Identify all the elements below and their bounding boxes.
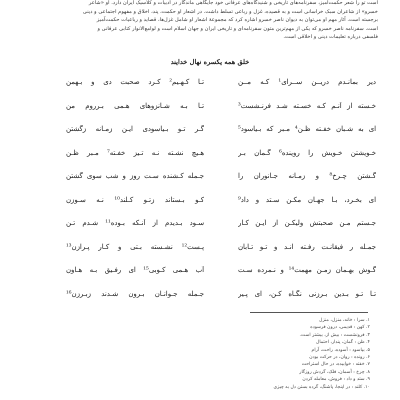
couplet xyxy=(66,290,376,314)
couplet xyxy=(66,78,376,102)
couplet-second-hemistich: پـست¹² نشـسته بـتی و کـار پـرازن¹³ xyxy=(66,242,204,251)
intro-line: است. سفرنامه ناصر خسرو که یکی از مهم‌ترین متون سفرنامه‌ای و تاریخی ایران و جهان اسلام است و لوامع‌الانوار کتابی عرفانی و xyxy=(97,25,378,32)
poem-title: خلق همه یکسره نهال خدایند xyxy=(170,58,250,66)
intro-line: است تو را شعر حکمت‌آمیز، سفرنامه‌های تاریخی و شنیدگاه‌های عرفانی خود جایگاهی ماندگار در ادبیات و کلاسیک ایران دارد. او «شاعر xyxy=(88,0,378,6)
footnote-divider xyxy=(250,312,368,313)
couplet-second-hemistich: هـیچ نشـته نـه تـیز خفـته⁷ مـبر ظـن xyxy=(66,148,204,157)
couplet-second-hemistich: آب هـمی کـوبی¹⁵ ای رفـیق بـه هـاون xyxy=(66,266,204,274)
footnote: ۵. بیاسود : آسوده، راحت، آرام xyxy=(311,347,370,353)
footnotes xyxy=(140,317,370,391)
couplet-first-hemistich: ای به شـبان خفـته ظـن⁴ مـبر که بـیاسود⁵ xyxy=(238,125,376,133)
couplet xyxy=(66,149,376,173)
couplet-second-hemistich: گـر تـو بـیاسودی ایـن زمـانه زگشتن xyxy=(66,125,204,133)
couplet-first-hemistich: گـشتن چـرخ⁸ و زمـانه جـانوران را xyxy=(238,172,376,180)
footnote: ۹. ستد و داد : فروش، معامله کردن xyxy=(302,377,370,383)
couplet-second-hemistich: تـا کـهـیم² کـرد صحبت دی و بـهمن xyxy=(66,78,204,86)
footnote: ۱. سرا : خانه، منزل، منزل xyxy=(319,318,370,323)
couplet xyxy=(66,196,376,220)
footnote: ۷. خفته : خوابیده، در حال استراحت xyxy=(301,362,370,368)
couplet-second-hemistich: کـو بـستاند زتـو کـلند¹⁰ نـه سـوزن xyxy=(66,195,204,204)
footnote: ۲. کهن : قدیمی، درون فرسوده xyxy=(310,325,370,331)
couplet-first-hemistich: جمـله ر فیقانـت رفـته انـد و تـو تـابان xyxy=(238,242,376,251)
intro-line: برجسته است. آثار مهم او می‌توان به دیوان ناصر خسرو اشاره کرد که مجموعهٔ اشعار او شامل غزل‌ها، قصاید و رباعیات حکمت‌آمیز xyxy=(96,17,378,24)
couplet xyxy=(66,102,376,126)
couplet-second-hemistich: تـا بـه شـانزوهای هـمی بـرروم من xyxy=(66,101,204,110)
footnote: ۳. فرونشست : بیش از، بیشتر است. xyxy=(299,332,370,338)
couplet xyxy=(66,219,376,243)
couplet-second-hemistich: جـمله کـشنده سـت روز و شب سوی گشتن xyxy=(66,172,204,180)
couplet-first-hemistich: خـسته از آنـم کـه خسـته شـد فرنـشست³ xyxy=(238,101,376,110)
couplet-first-hemistich: ای بخـرد، بـا جهـان مکـن سـتد و داد⁹ xyxy=(238,195,376,204)
footnote: ۶. رونده : روان، در حرکت بودن xyxy=(309,355,370,361)
intro-paragraph xyxy=(62,0,378,42)
footnote: ۱۰. کلند : در اینجا، پاشنگ، گرده بستن دل به چیزی xyxy=(273,384,370,390)
couplet-first-hemistich: خـویشتن خـویش را روینده⁶ گـمان بـر xyxy=(238,148,376,157)
couplet-second-hemistich: سـود بـدیدم از آنـکه بـوده¹¹ شـدم تـن xyxy=(66,219,204,227)
poem-couplets xyxy=(66,78,376,313)
couplet xyxy=(66,125,376,149)
couplet-first-hemistich: تـا تـو بـدین بـرزنی نگـاه کـن، ای پـیر xyxy=(238,289,376,298)
footnote: ۸. چرخ : آسمان، فلک، گردش روزگار xyxy=(299,369,370,375)
intro-line: خسرو» از شاعران سبک خراسانی است و به قصیده، غزل و رباعی تسلط داشت. در اشعار او حکمت، پند، اخلاق و مفهوم اجتماعی و دینی xyxy=(82,8,378,15)
footnote: ۴. ظن : گمان، پندار، احتمال xyxy=(316,340,370,346)
couplet xyxy=(66,266,376,290)
intro-line: فلسفی درباره تعلیمات دینی و اخلاقی است. xyxy=(283,34,378,41)
couplet xyxy=(66,172,376,196)
couplet xyxy=(66,243,376,267)
couplet-first-hemistich: جـستم مـن صحبتش ولیکـن از ایـن کـار xyxy=(238,219,376,227)
couplet-second-hemistich: جـمله جـوانـان بـرون شـدند زبـرزن¹⁶ xyxy=(66,289,204,298)
couplet-first-hemistich: گـوش بهـمان زمـن مهمت¹⁴ و نـمرده سـت xyxy=(238,266,376,274)
couplet-first-hemistich: دیر بمانـدم دریــن ســرای¹ کـه مــن xyxy=(238,78,376,86)
